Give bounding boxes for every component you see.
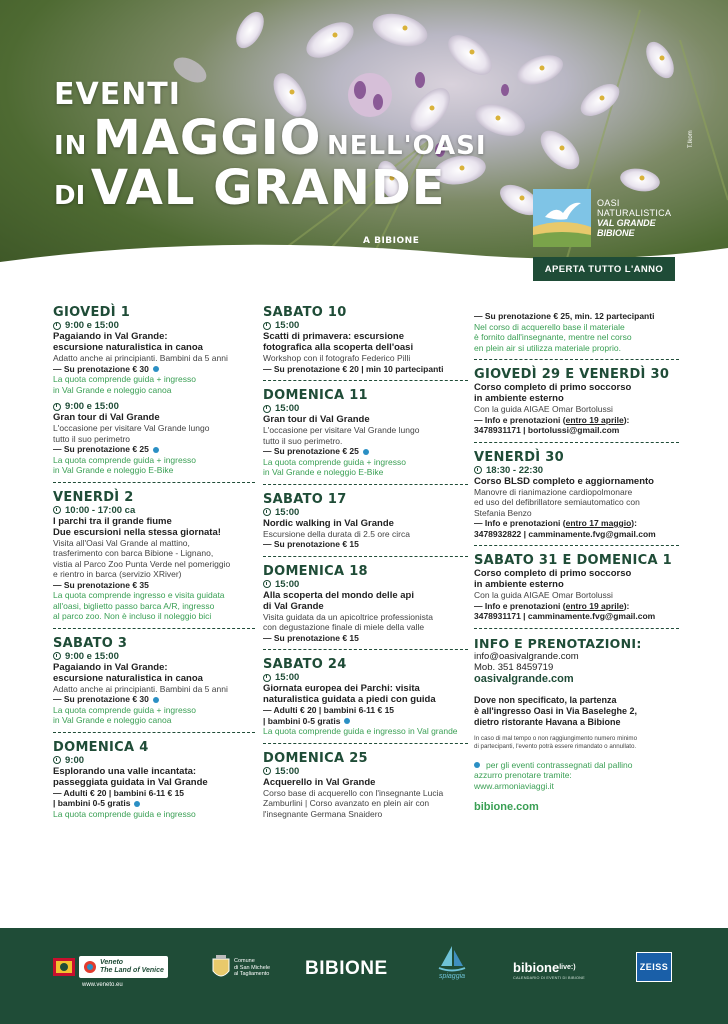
event-day: DOMENICA 25 [263,750,368,766]
oasi-logo-line2: NATURALISTICA [597,208,672,218]
event-time: 9:00 [53,755,255,766]
event-domenica-25 [263,751,468,820]
clock-icon [263,580,271,588]
dashed-divider [53,482,255,483]
blue-dot-icon [134,801,140,807]
event-contact: 3478931171 | camminamente.fvg@gmail.com [474,611,656,621]
event-desc: ed uso del defibrillatore semiautomatico con [474,497,640,507]
events-column-3 [474,311,679,814]
event-title: escursione naturalistica in canoa [53,672,203,684]
start-note: è all'ingresso Oasi in Via Baseleghe 2, [474,705,638,716]
dashed-divider [263,380,468,381]
event-price: — Su prenotazione € 25 [263,446,468,457]
dashed-divider [474,545,679,546]
weather-note: In caso di mal tempo o non raggiungimento numero minimo [474,734,638,742]
clock-icon [263,674,271,682]
event-note: Nel corso di acquerello base il materiale [474,321,625,332]
coat-of-arms-icon [212,955,230,981]
event-title: Corso BLSD completo e aggiornamento [474,475,654,487]
info-mobile: Mob. 351 8459719 [474,661,554,673]
bibione-spiaggia-logo [437,946,467,980]
event-desc: Stefania Benzo [474,507,532,518]
dashed-divider [474,359,679,360]
armonia-viaggi-link[interactable]: www.armoniaviaggi.it [474,780,554,791]
oasi-logo-line1: OASI [597,198,620,208]
event-day: SABATO 31 E DOMENICA 1 [474,553,673,568]
event-desc: con degustazione finale di miele della valle [263,622,425,632]
event-note: La quota comprende guida e ingresso [53,808,196,819]
event-desc: Zamburlini | Corso avanzato en plein air con [263,798,430,808]
zeiss-logo: ZEISS [636,952,672,982]
event-domenica-4 [53,740,255,820]
event-day: SABATO 17 [263,491,347,507]
event-note: in Val Grande e noleggio E-Bike [263,467,384,477]
event-time: 15:00 [263,766,468,777]
clock-icon [474,466,482,474]
event-price: — Su prenotazione € 30 [53,364,255,375]
veneto-brand-box [79,956,168,978]
event-price: — Su prenotazione € 15 [263,539,359,549]
events-column-1 [53,305,255,819]
weather-note: di partecipanti, l'evento potrà essere rimandato o annullato. [474,742,637,750]
event-day: DOMENICA 18 [263,563,368,579]
event-desc: Visita all'Oasi Val Grande al mattino, [53,537,190,548]
event-title: Gran tour di Val Grande [53,412,160,423]
info-section [474,636,679,815]
veneto-flag-icon [53,958,75,976]
events-column-2 [263,305,468,819]
event-note: in Val Grande e noleggio canoa [53,384,172,395]
event-day: VENERDÌ 2 [53,489,134,505]
event-note: en plein air si utilizza materiale proprio. [474,342,621,353]
blue-dot-icon [344,718,350,724]
event-desc: Visita guidata da un apicoltrice professionista [263,611,433,622]
event-note: La quota comprende guida + ingresso [53,704,196,715]
photo-credit: T.Ikom [688,130,694,148]
event-info: — Info e prenotazioni (entro 17 maggio): [474,518,637,528]
spiaggia-text: spiaggia [438,973,466,980]
event-day: VENERDÌ 30 [474,449,564,465]
event-desc: L'occasione per visitare Val Grande lungo [53,423,210,433]
event-price: | bambini 0-5 gratis [263,716,468,727]
clock-icon [263,508,271,516]
comune-text: Comune di San Michele al Tagliamento [234,958,271,978]
clock-icon [53,403,61,411]
clock-icon [263,767,271,775]
bibione-site-link[interactable]: bibione.com [474,801,539,813]
bibione-logo: BIBIONE [305,958,388,979]
event-price: — Adulti € 20 | bambini 6-11 € 15 [53,787,185,798]
event-desc: Corso base di acquerello con l'insegnante Lucia [263,787,444,798]
event-price: | bambini 0-5 gratis [53,798,255,809]
event-title: Corso completo di primo soccorso [474,382,632,393]
event-price: — Su prenotazione € 15 [263,632,359,643]
event-venerdi-2 [53,490,255,622]
event-day: DOMENICA 4 [53,739,149,755]
clock-icon [53,506,61,514]
blue-dot-icon [153,366,159,372]
event-contact: 3478931171 | bortolussi@gmail.com [474,425,620,435]
event-note: al parco zoo. Non è incluso il noleggio bici [53,611,212,621]
event-desc: L'occasione per visitare Val Grande lungo [263,425,420,435]
event-price: — Su prenotazione € 25, min. 12 partecipanti [474,311,655,321]
hero-title-maggio: MAGGIO [93,110,322,166]
event-title: Due escursioni nella stessa giornata! [53,526,221,538]
event-info: — Info e prenotazioni (entro 19 aprile): [474,600,630,611]
clock-icon [53,652,61,660]
info-site-link[interactable]: oasivalgrande.com [474,672,574,685]
event-desc: Escursione della durata di 2.5 ore circa [263,528,410,539]
event-desc: Adatto anche ai principianti. Bambini da 5 anni [53,353,228,363]
info-heading: INFO E PRENOTAZIONI: [474,635,642,651]
event-desc: Con la guida AIGAE Omar Bortolussi [474,404,613,414]
comune-logo [212,955,270,981]
event-title: in ambiente esterno [474,579,564,590]
event-price: — Adulti € 20 | bambini 6-11 € 15 [263,705,395,715]
event-desc: vistia al Parco Zoo Punta Verde nel pomeriggio [53,558,231,569]
event-title: escursione naturalistica in canoa [53,342,203,353]
event-sabato-3 [53,636,255,726]
bibione-live-subtitle: CALENDARIO DI EVENTI DI BIBIONE [513,976,585,980]
event-sabato-17 [263,492,468,550]
hero-title-in: IN [54,131,88,161]
event-note: in Val Grande e noleggio E-Bike [53,465,174,475]
event-price: — Su prenotazione € 20 | min 10 partecipanti [263,363,444,374]
event-sabato-10 [263,305,468,374]
event-contact: 3478932822 | camminamente.fvg@gmail.com [474,528,656,539]
event-title: Corso completo di primo soccorso [474,568,632,579]
hero-title-line1: EVENTI [54,77,181,112]
dashed-divider [53,628,255,629]
event-time: 15:00 [263,672,468,683]
event-desc: e rientro in barca (servizio XRiver) [53,569,182,579]
event-time: 10:00 - 17:00 ca [53,505,255,516]
event-day: SABATO 3 [53,635,128,651]
event-giovedi-1 [53,305,255,476]
dot-note: per gli eventi contrassegnati dal pallino [474,760,679,771]
event-price: — Su prenotazione € 25 [53,444,255,455]
event-note: all'oasi, biglietto passo barca A/R, ingresso [53,600,215,611]
clock-icon [263,405,271,413]
clock-icon [263,322,271,330]
event-giovedi-29 [474,367,679,436]
blue-dot-icon [363,449,369,455]
event-title: fotografica alla scoperta dell'oasi [263,342,414,353]
event-title: Nordic walking in Val Grande [263,517,394,529]
dot-note: azzurro prenotare tramite: [474,770,572,780]
hero-title-line3 [54,160,487,216]
event-time: 9:00 e 15:00 [53,320,255,331]
event-desc: tutto il suo perimetro [53,433,131,444]
dashed-divider [474,628,679,629]
event-title: passeggiata guidata in Val Grande [53,776,208,788]
event-day: SABATO 24 [263,657,347,672]
hero-subtitle: A BIBIONE [363,236,420,246]
veneto-brand-text: Veneto The Land of Venice [100,959,164,974]
blue-dot-icon [153,697,159,703]
event-title: naturalistica guidata a piedi con guida [263,694,436,705]
open-all-year-badge: APERTA TUTTO L'ANNO [533,257,675,281]
event-desc: Con la guida AIGAE Omar Bortolussi [474,590,613,600]
dashed-divider [263,649,468,650]
event-desc: tutto il suo perimetro. [263,435,343,446]
event-info: — Info e prenotazioni (entro 19 aprile): [474,414,630,425]
dashed-divider [474,442,679,443]
event-title: Scatti di primavera: escursione [263,331,404,342]
event-title: in ambiente esterno [474,393,564,404]
info-email-link[interactable]: info@oasivalgrande.com [474,650,579,662]
event-desc: Manovre di rianimazione cardiopolmonare [474,486,633,497]
start-note: Dove non specificato, la partenza [474,694,617,705]
oasi-logo-text [597,198,671,238]
event-title: Alla scoperta del mondo delle api [263,589,414,601]
hero-title-line2 [54,110,487,166]
hero-title-val-grande: VAL GRANDE [90,160,446,216]
event-time: 18:30 - 22:30 [474,465,679,476]
event-time: 15:00 [263,579,468,590]
event-desc: trasferimento con barca Bibione - Lignano, [53,548,214,558]
event-domenica-18 [263,564,468,644]
oasi-bird-icon [533,189,591,247]
event-time: 9:00 e 15:00 [53,651,255,662]
event-title: di Val Grande [263,600,324,612]
hero-title [54,77,487,216]
veneto-mark-icon [83,960,97,974]
veneto-logo [53,956,168,978]
event-day: GIOVEDÌ 1 [53,305,131,320]
event-title: Esplorando una valle incantata: [53,765,197,777]
dashed-divider [263,484,468,485]
event-day: DOMENICA 11 [263,388,368,403]
event-domenica-25-cont [474,311,679,353]
event-day: GIOVEDÌ 29 E VENERDÌ 30 [474,367,670,382]
event-title: Gran tour di Val Grande [263,414,370,425]
event-title: I parchi tra il grande fiume [53,515,172,527]
event-desc: Workshop con il fotografo Federico Pilli [263,353,411,363]
sail-icon [437,946,467,972]
dashed-divider [263,743,468,744]
event-time: 15:00 [263,320,468,331]
event-day: SABATO 10 [263,305,347,320]
event-note: La quota comprende guida e ingresso in Val grande [263,726,458,736]
event-desc: Adatto anche ai principianti. Bambini da 5 anni [53,683,228,694]
bibione-live-logo: bibione live:) [513,960,576,975]
dashed-divider [53,732,255,733]
blue-dot-icon [474,762,480,768]
hero-banner [0,0,728,282]
event-note: La quota comprende guida + ingresso [53,374,196,384]
event-title: Pagaiando in Val Grande: [53,331,168,342]
blue-dot-icon [153,447,159,453]
event-time: 9:00 e 15:00 [53,401,255,412]
event-sabato-31 [474,553,679,622]
clock-icon [53,322,61,330]
start-note: dietro ristorante Havana a Bibione [474,716,621,727]
event-title: Pagaiando in Val Grande: [53,661,168,673]
event-note: La quota comprende guida + ingresso [263,456,406,467]
event-desc: l'insegnante Germana Snaidero [263,808,383,819]
event-note: in Val Grande e noleggio canoa [53,715,172,725]
event-price: — Su prenotazione € 35 [53,579,149,590]
event-note: La quota comprende ingresso e visita guidata [53,590,225,600]
hero-title-nell-oasi: NELL'OASI [326,131,487,161]
event-title: Acquerello in Val Grande [263,776,376,788]
event-venerdi-30 [474,450,679,540]
event-note: La quota comprende guida + ingresso [53,454,196,465]
event-sabato-24 [263,657,468,737]
event-price: — Su prenotazione € 30 [53,694,255,705]
oasi-logo [533,189,671,247]
hero-title-di: DI [54,181,86,211]
event-title: Giornata europea dei Parchi: visita [263,683,420,694]
event-time: 15:00 [263,507,468,518]
veneto-url[interactable]: www.veneto.eu [82,982,123,988]
dashed-divider [263,556,468,557]
clock-icon [53,756,61,764]
oasi-logo-line3: VAL GRANDE [597,218,656,228]
event-time: 15:00 [263,403,468,414]
event-note: è fornito dall'insegnante, mentre nel corso [474,332,632,342]
oasi-logo-line4: BIBIONE [597,228,635,238]
event-domenica-11 [263,388,468,478]
